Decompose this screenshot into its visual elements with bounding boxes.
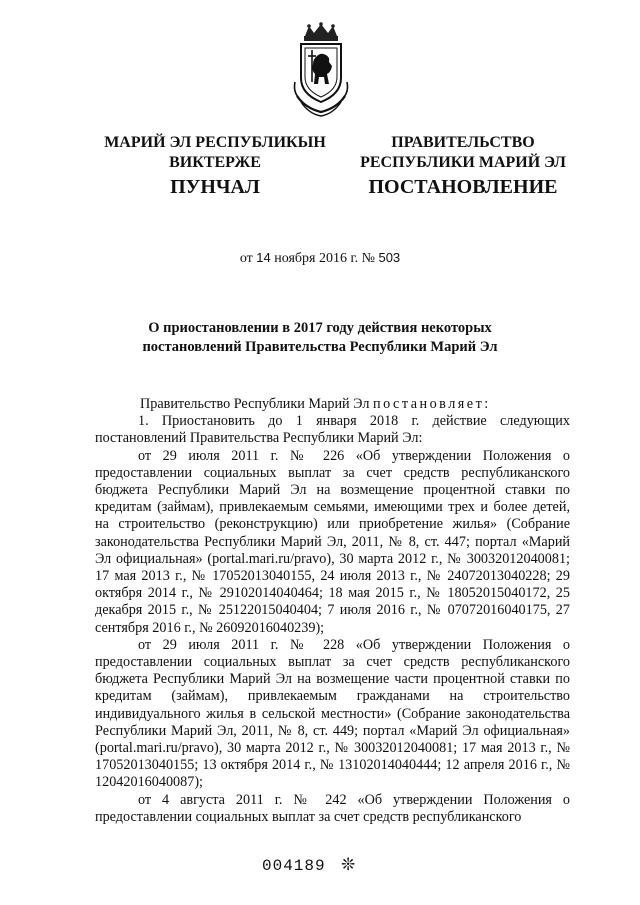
header-right-line2: РЕСПУБЛИКИ МАРИЙ ЭЛ bbox=[360, 154, 566, 171]
header-left-org bbox=[96, 133, 334, 173]
date-day: 14 bbox=[256, 250, 271, 265]
paragraph-3: от 29 июля 2011 г. № 228 «Об утверждении Положения о предоставлении социальных выплат за счет средств республиканского бюджета Республики Марий Эл на возмещение части процентной ставки по кредитам (займам), привлекаемым гражданами на строительство индивидуального жилья в сельской местности» (Собрание законодательства Республики Марий Эл, 2011, № 8, ст. 449; портал «Марий Эл официальная» (portal.mari.ru/pravo), 30 марта 2012 г., № 30032012040081; 17 мая 2013 г., № 17052013040155; 13 октября 2014 г., № 13102014040444; 12 апреля 2016 г., № 12042016040087); bbox=[95, 636, 570, 791]
document-kind-mari: ПУНЧАЛ bbox=[170, 176, 260, 198]
intro-paragraph bbox=[95, 396, 570, 413]
header-left-line1: МАРИЙ ЭЛ РЕСПУБЛИКЫН bbox=[104, 134, 326, 151]
title-line1: О приостановлении в 2017 году действия некоторых bbox=[148, 320, 492, 336]
date-line bbox=[0, 250, 640, 267]
intro-prefix: Правительство Республики Марий Эл bbox=[140, 396, 370, 412]
paragraph-4: от 4 августа 2011 г. № 242 «Об утверждении Положения о предоставлении социальных выплат за счет средств республиканского bbox=[95, 791, 570, 825]
footer-star-icon: ❊ bbox=[341, 855, 356, 874]
paragraph-2: от 29 июля 2011 г. № 226 «Об утверждении Положения о предоставлении социальных выплат за счет средств республиканского бюджета Республики Марий Эл на возмещение процентной ставки по кредитам (займам), привлекаемым семьями, имеющими трех и более детей, на строительство (реконструкцию) или приобретение жилья» (Собрание законодательства Республики Марий Эл, 2011, № 8, ст. 447; портал «Марий Эл официальная» (portal.mari.ru/pravo), 30 марта 2012 г., № 30032012040081; 17 мая 2013 г., № 17052013040155, 24 июля 2013 г., № 24072013040228; 29 октября 2014 г., № 29102014040464; 18 мая 2015 г., № 18052015040172, 25 декабря 2015 г., № 25122015040404; 7 июля 2016 г., № 07072016040175, 27 сентября 2016 г., № 26092016040239); bbox=[95, 447, 570, 636]
document-body bbox=[95, 396, 570, 826]
date-prefix: от bbox=[239, 251, 253, 266]
form-serial-number: 004189 bbox=[262, 857, 326, 875]
date-month-year: ноября 2016 г. № bbox=[274, 251, 375, 266]
paragraph-1: 1. Приостановить до 1 января 2018 г. действие следующих постановлений Правительства Республики Марий Эл: bbox=[95, 413, 570, 447]
header-left-line2: ВИКТЕРЖЕ bbox=[169, 154, 261, 171]
intro-verb: постановляет: bbox=[372, 396, 491, 412]
document-number: 503 bbox=[378, 250, 401, 265]
header-right-line1: ПРАВИТЕЛЬСТВО bbox=[391, 134, 535, 151]
document-title bbox=[100, 319, 540, 357]
title-line2: постановлений Правительства Республики Марий Эл bbox=[142, 339, 498, 355]
coat-of-arms-emblem bbox=[291, 22, 351, 120]
document-kind-russian: ПОСТАНОВЛЕНИЕ bbox=[368, 176, 558, 198]
header-right-org bbox=[346, 133, 580, 173]
